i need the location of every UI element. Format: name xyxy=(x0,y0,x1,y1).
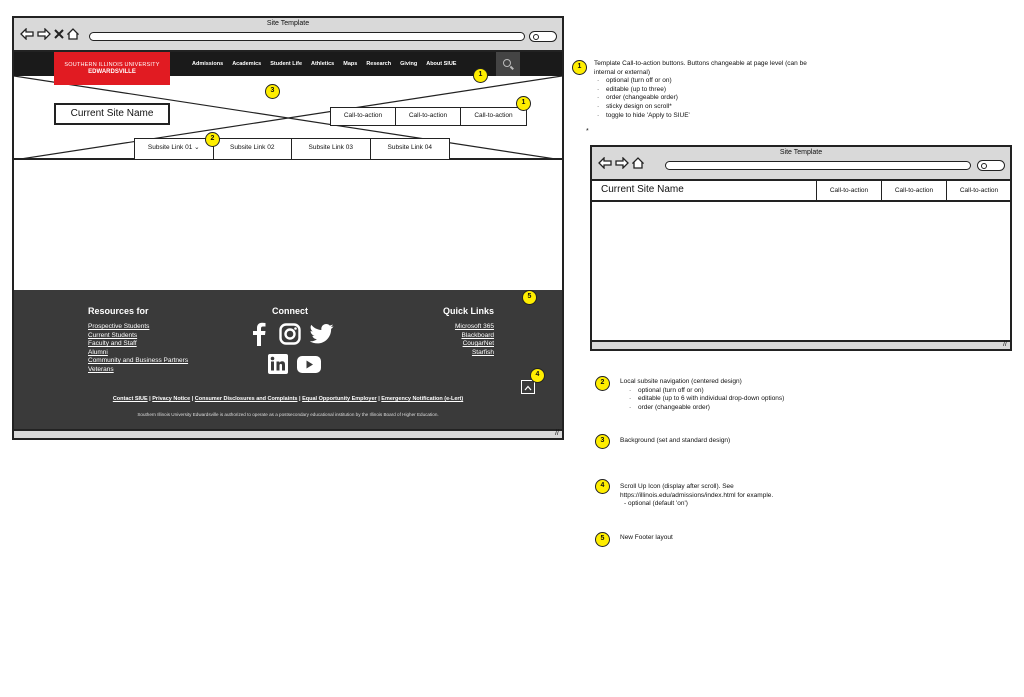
resource-link[interactable]: Alumni xyxy=(88,348,108,356)
legal-separator: | xyxy=(376,396,382,402)
logo-line-1: SOUTHERN ILLINOIS UNIVERSITY xyxy=(64,62,160,68)
nav-item-about[interactable]: About SIUE xyxy=(426,61,457,67)
resize-grip-icon[interactable]: // xyxy=(555,430,559,437)
sticky-site-header xyxy=(592,181,1010,202)
search-icon xyxy=(533,34,539,40)
resource-link[interactable]: Prospective Students xyxy=(88,323,150,330)
legal-link-disclosures[interactable]: Consumer Disclosures and Complaints xyxy=(194,396,298,402)
url-bar[interactable] xyxy=(665,161,971,170)
legal-separator: | xyxy=(190,396,195,402)
legal-separator: | xyxy=(297,396,303,402)
note-5-title: New Footer layout xyxy=(620,534,673,541)
note-5 xyxy=(620,534,673,543)
cta-button-1[interactable]: Call-to-action xyxy=(817,181,882,200)
window-title: Site Template xyxy=(779,149,823,156)
note-4-line-3: - optional (default 'on') xyxy=(624,500,688,508)
callout-badge-4: 4 xyxy=(530,368,545,383)
legal-link-eoe[interactable]: Equal Opportunity Employer xyxy=(302,396,377,402)
browser-search-field[interactable] xyxy=(977,160,1005,171)
resource-link[interactable]: Faculty and Staff xyxy=(88,340,137,348)
browser-nav-icons xyxy=(20,28,79,40)
siue-logo[interactable] xyxy=(54,52,170,85)
nav-item-student-life[interactable]: Student Life xyxy=(270,61,303,67)
legal-link-elert[interactable]: Emergency Notification (e-Lert) xyxy=(381,396,464,402)
note-2-item: · editable (up to 6 with individual drop-down options) xyxy=(626,395,784,404)
note-badge-1: 1 xyxy=(572,60,587,75)
current-site-name: Current Site Name xyxy=(54,103,170,125)
note-2-item: · optional (turn off or on) xyxy=(626,387,784,396)
cta-button-group xyxy=(816,181,1011,200)
browser-chrome xyxy=(14,18,562,52)
cta-button-2[interactable]: Call-to-action xyxy=(396,108,461,125)
note-badge-5: 5 xyxy=(595,532,610,547)
subsite-link-1[interactable] xyxy=(135,139,214,159)
note-1-item: · optional (turn off or on) xyxy=(594,77,807,86)
note-4-line-2: https://illinois.edu/admissions/index.html for example. xyxy=(620,491,774,499)
note-3-title: Background (set and standard design) xyxy=(620,437,731,444)
nav-item-admissions[interactable]: Admissions xyxy=(192,61,224,67)
browser-status-bar xyxy=(14,429,562,438)
forward-arrow-icon[interactable] xyxy=(37,28,51,40)
resource-link[interactable]: Current Students xyxy=(88,331,138,339)
resource-link[interactable]: Community and Business Partners xyxy=(88,357,189,365)
footer-disclaimer: Southern Illinois University Edwardsville is authorized to operate as a postsecondary educational institution by the Illinois Board of Higher Education. xyxy=(137,412,439,417)
quick-link[interactable]: Starfish xyxy=(471,348,494,356)
browser-status-bar xyxy=(592,340,1010,349)
back-arrow-icon[interactable] xyxy=(598,157,612,169)
forward-arrow-icon[interactable] xyxy=(615,157,629,169)
subsite-link-3[interactable]: Subsite Link 03 xyxy=(292,139,371,159)
logo-line-2: EDWARDSVILLE xyxy=(88,69,136,75)
facebook-icon[interactable] xyxy=(250,322,268,346)
browser-chrome xyxy=(592,147,1010,181)
connect-heading: Connect xyxy=(272,306,308,316)
site-footer xyxy=(14,290,562,431)
note-1-title-cont: internal or external) xyxy=(594,68,650,76)
note-badge-3: 3 xyxy=(595,434,610,449)
close-x-icon[interactable] xyxy=(54,28,64,40)
browser-nav-icons xyxy=(598,157,644,169)
url-bar[interactable] xyxy=(89,32,525,41)
note-1 xyxy=(594,60,807,120)
quick-link[interactable]: CougarNet xyxy=(462,340,494,348)
note-3 xyxy=(620,437,730,446)
quick-links-list xyxy=(455,323,494,357)
window-title: Site Template xyxy=(266,20,310,27)
current-site-name: Current Site Name xyxy=(601,184,684,195)
quick-link[interactable]: Blackboard xyxy=(461,331,494,339)
home-icon[interactable] xyxy=(632,157,644,169)
nav-item-academics[interactable]: Academics xyxy=(232,61,262,67)
note-badge-2: 2 xyxy=(595,376,610,391)
asterisk-mark: * xyxy=(586,128,589,135)
note-1-item: · editable (up to three) xyxy=(594,86,807,95)
youtube-icon[interactable] xyxy=(297,356,321,373)
site-search-button[interactable] xyxy=(496,52,520,76)
nav-item-giving[interactable]: Giving xyxy=(400,61,418,67)
subsite-link-4[interactable]: Subsite Link 04 xyxy=(387,144,432,151)
callout-badge-1-cta: 1 xyxy=(516,96,531,111)
cta-button-1[interactable]: Call-to-action xyxy=(331,108,396,125)
nav-item-research[interactable]: Research xyxy=(366,61,392,67)
note-1-title: Template Call-to-action buttons. Buttons changeable at page level (can be xyxy=(594,60,807,67)
subsite-navigation xyxy=(134,138,450,160)
main-menu xyxy=(192,52,456,76)
note-1-item: · toggle to hide 'Apply to SIUE' xyxy=(594,112,807,121)
callout-badge-2: 2 xyxy=(205,132,220,147)
callout-badge-5: 5 xyxy=(522,290,537,305)
resources-heading: Resources for xyxy=(88,306,149,316)
legal-link-privacy[interactable]: Privacy Notice xyxy=(152,396,191,402)
nav-item-athletics[interactable]: Athletics xyxy=(311,61,335,67)
quick-links-heading: Quick Links xyxy=(442,306,494,316)
cta-button-3[interactable]: Call-to-action xyxy=(474,112,513,119)
note-1-item: · sticky design on scroll* xyxy=(594,103,807,112)
callout-badge-1: 1 xyxy=(473,68,488,83)
resize-grip-icon[interactable]: // xyxy=(1003,341,1007,348)
scroll-up-button[interactable] xyxy=(521,380,535,394)
quick-link[interactable]: Microsoft 365 xyxy=(454,323,494,330)
instagram-icon[interactable] xyxy=(279,323,301,345)
subsite-link-1-label: Subsite Link 01 xyxy=(147,144,193,151)
note-4-line-1: Scroll Up Icon (display after scroll). See xyxy=(620,483,734,490)
note-4 xyxy=(620,483,773,509)
search-icon xyxy=(503,59,511,67)
legal-links xyxy=(14,396,562,402)
resource-link[interactable]: Veterans xyxy=(88,365,114,373)
note-2-item: · order (changeable order) xyxy=(626,404,784,413)
search-icon xyxy=(981,163,987,169)
linkedin-icon[interactable] xyxy=(268,354,288,374)
subsite-link-2[interactable]: Subsite Link 02 xyxy=(214,139,293,159)
nav-item-maps[interactable]: Maps xyxy=(343,61,358,67)
note-badge-4: 4 xyxy=(595,479,610,494)
cta-button-2[interactable]: Call-to-action xyxy=(882,181,947,200)
note-1-item: · order (changeable order) xyxy=(594,94,807,103)
note-2 xyxy=(620,378,784,412)
legal-link-contact[interactable]: Contact SIUE xyxy=(112,396,148,402)
sticky-header-browser-window xyxy=(590,145,1012,351)
browser-search-field[interactable] xyxy=(529,31,557,42)
legal-separator: | xyxy=(147,396,153,402)
note-2-title: Local subsite navigation (centered design) xyxy=(620,378,742,385)
cta-button-group xyxy=(330,107,527,126)
twitter-icon[interactable] xyxy=(310,324,334,344)
chevron-down-icon[interactable]: ⌄ xyxy=(194,144,200,151)
callout-badge-3: 3 xyxy=(265,84,280,99)
chevron-up-icon xyxy=(522,382,534,394)
cta-button-3[interactable]: Call-to-action xyxy=(959,187,999,194)
home-icon[interactable] xyxy=(67,28,79,40)
back-arrow-icon[interactable] xyxy=(20,28,34,40)
resources-list xyxy=(88,323,188,375)
